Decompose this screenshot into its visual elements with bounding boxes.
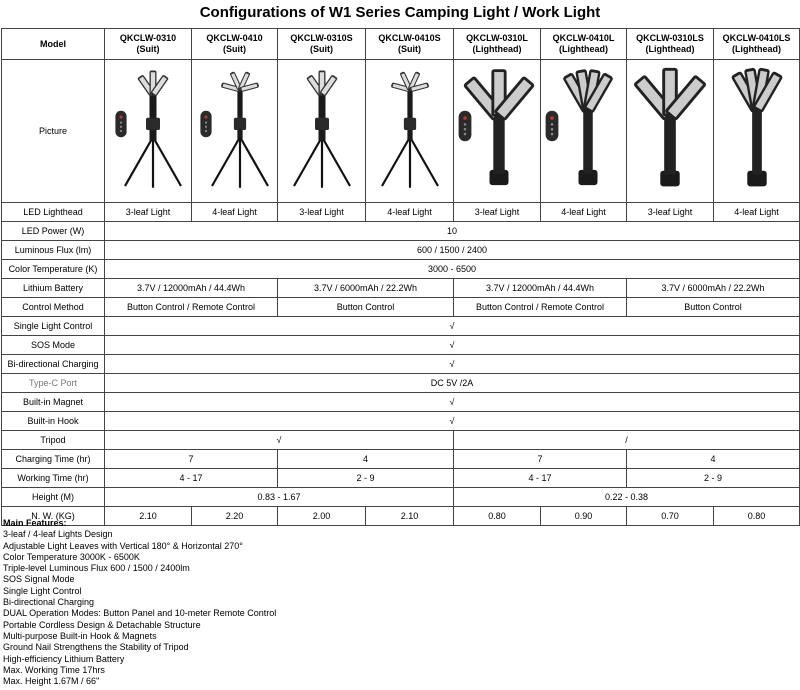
sos-mode-row bbox=[2, 336, 800, 355]
model-variant: (Lighthead) bbox=[472, 44, 522, 54]
model-header bbox=[192, 29, 278, 60]
table-cell: 600 / 1500 / 2400 bbox=[105, 241, 800, 260]
row-label: Built-in Hook bbox=[2, 412, 105, 431]
table-cell: 7 bbox=[454, 450, 627, 469]
model-variant: (Suit) bbox=[136, 44, 160, 54]
feature-item: Multi-purpose Built-in Hook & Magnets bbox=[3, 630, 157, 641]
row-label: SOS Mode bbox=[2, 336, 105, 355]
table-cell: 3000 - 6500 bbox=[105, 260, 800, 279]
row-label: Control Method bbox=[2, 298, 105, 317]
lighthead-image bbox=[628, 62, 712, 200]
table-cell: 2.20 bbox=[192, 507, 278, 526]
lighthead-image bbox=[715, 62, 799, 200]
lighthead-image bbox=[542, 62, 626, 200]
row-label: Bi-directional Charging bbox=[2, 355, 105, 374]
model-variant: (Lighthead) bbox=[559, 44, 608, 54]
model-header bbox=[366, 29, 454, 60]
row-label: Lithium Battery bbox=[2, 279, 105, 298]
table-cell: 4-leaf Light bbox=[192, 203, 278, 222]
table-cell: 3-leaf Light bbox=[105, 203, 192, 222]
table-cell: 4-leaf Light bbox=[366, 203, 454, 222]
feature-item: DUAL Operation Modes: Button Panel and 10-meter Remote Control bbox=[3, 608, 277, 619]
model-variant: (Lighthead) bbox=[645, 44, 695, 54]
product-picture-0310 bbox=[105, 60, 192, 203]
model-variant: (Suit) bbox=[310, 44, 333, 54]
model-variant: (Suit) bbox=[398, 44, 421, 54]
type-c-port-row bbox=[2, 374, 800, 393]
row-label: Single Light Control bbox=[2, 317, 105, 336]
feature-item: Portable Cordless Design & Detachable Structure bbox=[3, 619, 201, 630]
product-picture-0310ls bbox=[627, 60, 714, 203]
table-cell: 4 bbox=[278, 450, 454, 469]
feature-item: Bi-directional Charging bbox=[3, 597, 95, 608]
check-mark: √ bbox=[105, 393, 800, 412]
model-variant: (Lighthead) bbox=[732, 44, 781, 54]
table-cell: DC 5V /2A bbox=[105, 374, 800, 393]
table-cell: Button Control bbox=[278, 298, 454, 317]
table-cell: 0.90 bbox=[541, 507, 627, 526]
product-picture-0410ls bbox=[714, 60, 800, 203]
feature-item: Color Temperature 3000K - 6500K bbox=[3, 551, 140, 562]
feature-item: High-efficiency Lithium Battery bbox=[3, 653, 125, 664]
table-cell: 2.10 bbox=[366, 507, 454, 526]
table-cell: 3-leaf Light bbox=[454, 203, 541, 222]
product-picture-0410l bbox=[541, 60, 627, 203]
feature-item: SOS Signal Mode bbox=[3, 574, 75, 585]
table-cell: 3.7V / 6000mAh / 22.2Wh bbox=[627, 279, 800, 298]
working-time-row bbox=[2, 469, 800, 488]
model-code: QKCLW-0310 bbox=[119, 33, 177, 43]
feature-item: Ground Nail Strengthens the Stability of Tripod bbox=[3, 642, 189, 653]
tripod-light-image bbox=[106, 62, 190, 200]
feature-item: Single Light Control bbox=[3, 585, 82, 596]
feature-item: 3-leaf / 4-leaf Lights Design bbox=[3, 529, 113, 540]
table-cell: 0.70 bbox=[627, 507, 714, 526]
product-picture-0310s bbox=[278, 60, 366, 203]
table-cell: 3-leaf Light bbox=[627, 203, 714, 222]
row-label: Charging Time (hr) bbox=[2, 450, 105, 469]
check-mark: √ bbox=[105, 355, 800, 374]
builtin-hook-row bbox=[2, 412, 800, 431]
row-label: Working Time (hr) bbox=[2, 469, 105, 488]
row-label: Built-in Magnet bbox=[2, 393, 105, 412]
table-cell: 10 bbox=[105, 222, 800, 241]
lithium-battery-row bbox=[2, 279, 800, 298]
table-cell: 4 - 17 bbox=[454, 469, 627, 488]
model-code: QKCLW-0410 bbox=[206, 33, 263, 43]
table-cell: 0.80 bbox=[454, 507, 541, 526]
lighthead-image bbox=[455, 62, 539, 200]
page-title: Configurations of W1 Series Camping Light / Work Light bbox=[199, 4, 601, 21]
bidirectional-charging-row bbox=[2, 355, 800, 374]
main-features bbox=[3, 518, 783, 687]
row-label: Height (M) bbox=[2, 488, 105, 507]
model-code: QKCLW-0410S bbox=[378, 33, 441, 43]
model-row bbox=[2, 29, 800, 60]
height-row bbox=[2, 488, 800, 507]
table-cell: 0.22 - 0.38 bbox=[454, 488, 800, 507]
tripod-light-image bbox=[280, 62, 364, 200]
product-picture-0410s bbox=[366, 60, 454, 203]
row-label-model: Model bbox=[2, 29, 105, 60]
led-power-row bbox=[2, 222, 800, 241]
features-title: Main Features: bbox=[3, 518, 67, 528]
product-picture-0310l bbox=[454, 60, 541, 203]
table-cell: / bbox=[454, 431, 800, 450]
model-header bbox=[714, 29, 800, 60]
table-cell: 0.83 - 1.67 bbox=[105, 488, 454, 507]
row-label-picture: Picture bbox=[2, 60, 105, 203]
table-cell: 2.00 bbox=[278, 507, 366, 526]
tripod-light-image bbox=[368, 62, 452, 200]
feature-item: Adjustable Light Leaves with Vertical 180° & Horizontal 270° bbox=[3, 540, 243, 551]
table-cell: 4 - 17 bbox=[105, 469, 278, 488]
check-mark: √ bbox=[105, 317, 800, 336]
led-lighthead-row bbox=[2, 203, 800, 222]
row-label: Type-C Port bbox=[2, 374, 105, 393]
feature-item: Max. Height 1.67M / 66'' bbox=[3, 676, 100, 687]
table-cell: Button Control / Remote Control bbox=[454, 298, 627, 317]
check-mark: √ bbox=[105, 336, 800, 355]
single-light-control-row bbox=[2, 317, 800, 336]
row-label: Color Temperature (K) bbox=[2, 260, 105, 279]
table-cell: 0.80 bbox=[714, 507, 800, 526]
product-picture-0410 bbox=[192, 60, 278, 203]
table-cell: 3.7V / 12000mAh / 44.4Wh bbox=[105, 279, 278, 298]
spec-table bbox=[1, 28, 800, 526]
table-cell: Button Control bbox=[627, 298, 800, 317]
control-method-row bbox=[2, 298, 800, 317]
table-cell: 3.7V / 12000mAh / 44.4Wh bbox=[454, 279, 627, 298]
row-label: LED Lighthead bbox=[2, 203, 105, 222]
model-header bbox=[627, 29, 714, 60]
table-cell: 2 - 9 bbox=[278, 469, 454, 488]
model-variant: (Suit) bbox=[223, 44, 246, 54]
check-mark: √ bbox=[105, 431, 454, 450]
model-header bbox=[278, 29, 366, 60]
picture-row bbox=[2, 60, 800, 203]
model-header bbox=[105, 29, 192, 60]
builtin-magnet-row bbox=[2, 393, 800, 412]
tripod-row bbox=[2, 431, 800, 450]
table-cell: 3-leaf Light bbox=[278, 203, 366, 222]
model-code: QKCLW-0310L bbox=[466, 33, 528, 43]
table-cell: 7 bbox=[105, 450, 278, 469]
table-cell: 2.10 bbox=[105, 507, 192, 526]
luminous-flux-row bbox=[2, 241, 800, 260]
table-cell: 2 - 9 bbox=[627, 469, 800, 488]
row-label: Luminous Flux (lm) bbox=[2, 241, 105, 260]
feature-item: Max. Working Time 17hrs bbox=[3, 664, 105, 675]
feature-item: Triple-level Luminous Flux 600 / 1500 / 2400lm bbox=[3, 563, 190, 574]
table-cell: 4-leaf Light bbox=[541, 203, 627, 222]
model-header bbox=[541, 29, 627, 60]
color-temperature-row bbox=[2, 260, 800, 279]
model-code: QKCLW-0410LS bbox=[722, 33, 791, 43]
model-code: QKCLW-0310S bbox=[290, 33, 353, 43]
row-label: N. W. (KG) bbox=[2, 507, 105, 526]
row-label: LED Power (W) bbox=[2, 222, 105, 241]
table-cell: Button Control / Remote Control bbox=[105, 298, 278, 317]
model-code: QKCLW-0410L bbox=[552, 33, 615, 43]
table-cell: 3.7V / 6000mAh / 22.2Wh bbox=[278, 279, 454, 298]
model-code: QKCLW-0310LS bbox=[636, 33, 704, 43]
check-mark: √ bbox=[105, 412, 800, 431]
table-cell: 4 bbox=[627, 450, 800, 469]
table-cell: 4-leaf Light bbox=[714, 203, 800, 222]
tripod-light-image bbox=[193, 62, 277, 200]
charging-time-row bbox=[2, 450, 800, 469]
model-header bbox=[454, 29, 541, 60]
row-label: Tripod bbox=[2, 431, 105, 450]
